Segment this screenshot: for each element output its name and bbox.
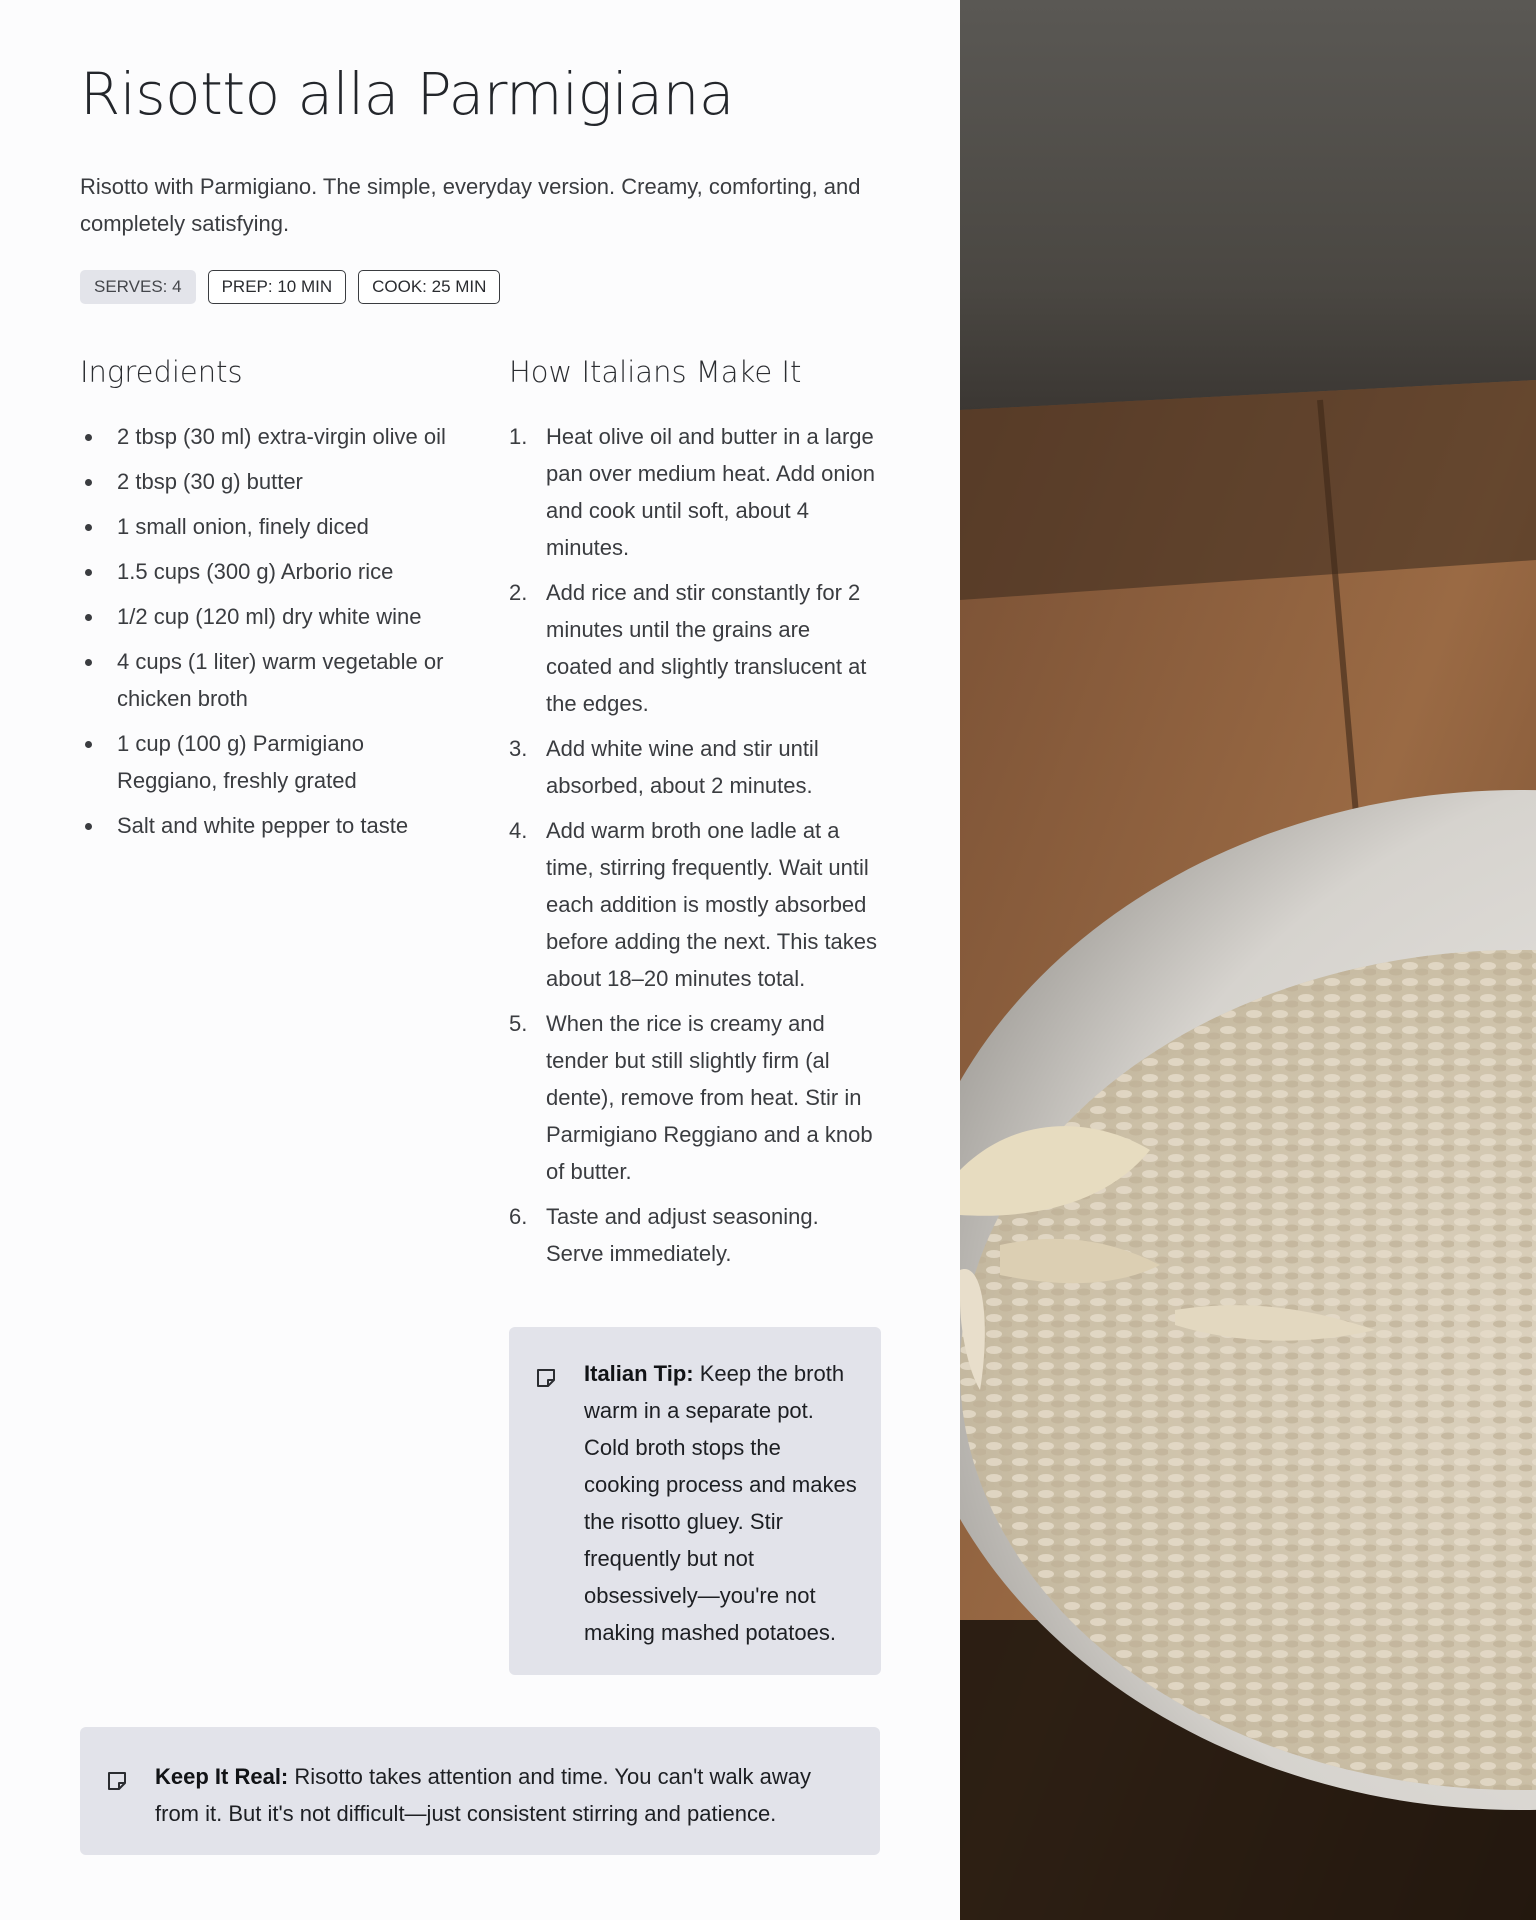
list-item bbox=[80, 598, 450, 635]
list-item bbox=[80, 553, 450, 590]
step-item bbox=[509, 1198, 881, 1272]
step-text: Add rice and stir constantly for 2 minutes until the grains are coated and slightly translucent at the edges. bbox=[546, 580, 867, 716]
bullet-icon bbox=[85, 659, 92, 666]
ingredient-text: 1 cup (100 g) Parmigiano Reggiano, freshly grated bbox=[117, 731, 365, 793]
keep-it-real-label: Keep It Real: bbox=[155, 1764, 289, 1789]
method-heading: How Italians Make It bbox=[509, 355, 802, 389]
ingredients-section bbox=[80, 352, 450, 852]
ingredient-text: 1/2 cup (120 ml) dry white wine bbox=[117, 604, 422, 629]
recipe-meta-badges bbox=[80, 270, 500, 304]
method-steps-list bbox=[509, 418, 881, 1272]
note-icon bbox=[106, 1766, 128, 1803]
bullet-icon bbox=[85, 823, 92, 830]
list-item bbox=[80, 463, 450, 500]
bullet-icon bbox=[85, 434, 92, 441]
step-number: 2. bbox=[509, 580, 528, 605]
page-title: Risotto alla Parmigiana bbox=[80, 60, 734, 128]
step-number: 4. bbox=[509, 818, 528, 843]
step-number: 6. bbox=[509, 1204, 528, 1229]
list-item bbox=[80, 643, 450, 717]
ingredient-text: Salt and white pepper to taste bbox=[117, 813, 409, 838]
keep-it-real-body: Risotto takes attention and time. You can't walk away from it. But it's not difficult—just consistent stirring and patience. bbox=[155, 1764, 811, 1826]
list-item bbox=[80, 418, 450, 455]
list-item bbox=[80, 725, 450, 799]
ingredient-text: 1 small onion, finely diced bbox=[117, 514, 369, 539]
tip-body: Keep the broth warm in a separate pot. Cold broth stops the cooking process and makes the risotto gluey. Stir frequently but not obsessively—you're not making mashed potatoes. bbox=[584, 1361, 857, 1645]
ingredient-text: 1.5 cups (300 g) Arborio rice bbox=[117, 559, 394, 584]
bullet-icon bbox=[85, 479, 92, 486]
method-section bbox=[509, 352, 881, 1280]
step-text: Heat olive oil and butter in a large pan over medium heat. Add onion and cook until soft, about 4 minutes. bbox=[546, 424, 876, 560]
tip-text bbox=[584, 1355, 857, 1651]
ingredient-text: 2 tbsp (30 ml) extra-virgin olive oil bbox=[117, 424, 446, 449]
step-item bbox=[509, 418, 881, 566]
step-text: Add white wine and stir until absorbed, about 2 minutes. bbox=[546, 736, 819, 798]
note-icon bbox=[535, 1363, 557, 1400]
bullet-icon bbox=[85, 614, 92, 621]
step-number: 3. bbox=[509, 736, 528, 761]
recipe-intro: Risotto with Parmigiano. The simple, everyday version. Creamy, comforting, and completely satisfying. bbox=[80, 174, 861, 236]
risotto-illustration bbox=[960, 0, 1536, 1920]
step-number: 1. bbox=[509, 424, 528, 449]
list-item bbox=[80, 807, 450, 844]
tip-label: Italian Tip: bbox=[584, 1361, 694, 1386]
ingredient-text: 2 tbsp (30 g) butter bbox=[117, 469, 303, 494]
bullet-icon bbox=[85, 741, 92, 748]
recipe-content bbox=[80, 0, 880, 1920]
cook-time-badge: COOK: 25 MIN bbox=[358, 270, 500, 304]
ingredient-text: 4 cups (1 liter) warm vegetable or chicken broth bbox=[117, 649, 444, 711]
ingredients-heading: Ingredients bbox=[80, 355, 243, 389]
serves-badge: SERVES: 4 bbox=[80, 270, 196, 304]
keep-it-real-callout bbox=[80, 1727, 880, 1855]
step-text: When the rice is creamy and tender but still slightly firm (al dente), remove from heat. Stir in Parmigiano Reggiano and a knob of butter. bbox=[546, 1011, 873, 1184]
keep-it-real-text bbox=[155, 1758, 850, 1832]
italian-tip-callout bbox=[509, 1327, 881, 1675]
ingredients-list bbox=[80, 418, 450, 844]
step-text: Taste and adjust seasoning. Serve immediately. bbox=[546, 1204, 819, 1266]
list-item bbox=[80, 508, 450, 545]
bullet-icon bbox=[85, 569, 92, 576]
step-number: 5. bbox=[509, 1011, 528, 1036]
step-item bbox=[509, 1005, 881, 1190]
prep-time-badge: PREP: 10 MIN bbox=[208, 270, 347, 304]
step-text: Add warm broth one ladle at a time, stirring frequently. Wait until each addition is mostly absorbed before adding the next. This takes about 18–20 minutes total. bbox=[546, 818, 878, 991]
bullet-icon bbox=[85, 524, 92, 531]
step-item bbox=[509, 574, 881, 722]
step-item bbox=[509, 730, 881, 804]
step-item bbox=[509, 812, 881, 997]
risotto-photo bbox=[960, 0, 1536, 1920]
